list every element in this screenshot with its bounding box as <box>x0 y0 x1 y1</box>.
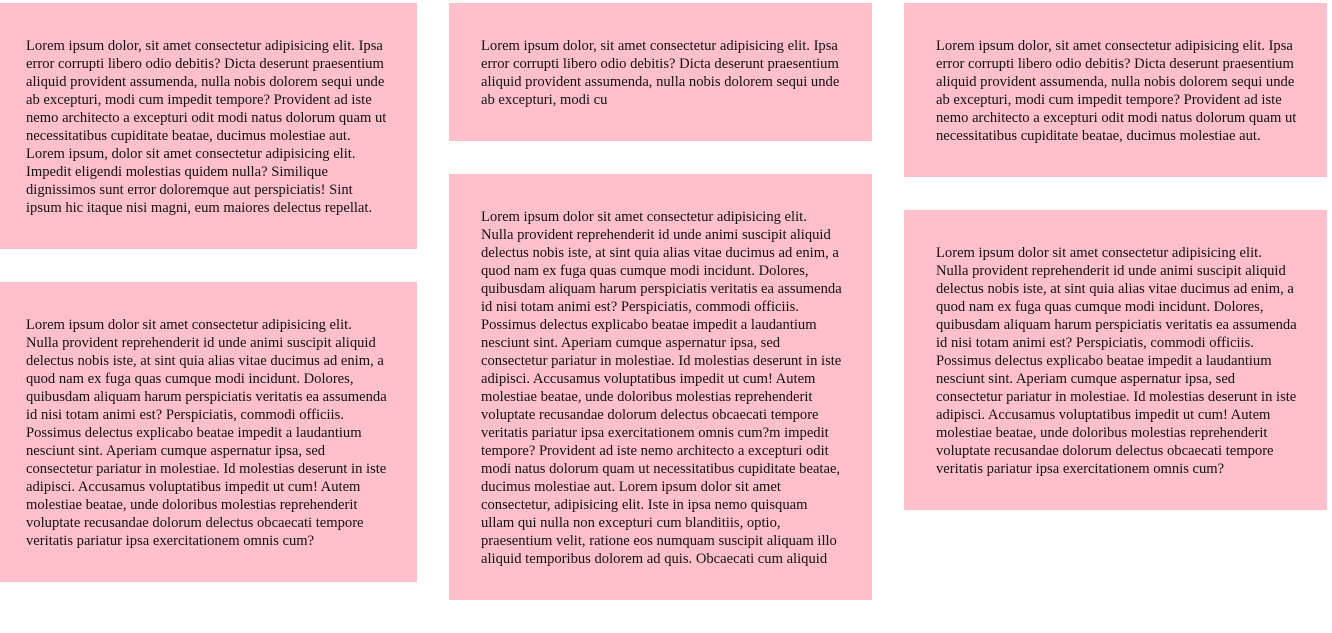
text-card <box>904 3 1327 177</box>
masonry-column-3 <box>904 3 1327 543</box>
card-text: Lorem ipsum dolor, sit amet consectetur adipisicing elit. Ipsa error corrupti libero odio debitis? Dicta deserunt praesentium aliquid provident assumenda, nulla nobis dolorem sequi unde ab excepturi, modi cum impedit tempore? Provident ad iste nemo architecto a excepturi odit modi natus dolorum quam ut necessitatibus cupiditate beatae, ducimus molestiae aut. Lorem ipsum, dolor sit amet consectetur adipisicing elit. Impedit eligendi molestias quidem nulla? Similique dignissimos sunt error doloremque aut perspiciatis! Sint ipsum hic itaque nisi magni, eum maiores delectus repellat. <box>26 38 387 216</box>
card-text: Lorem ipsum dolor, sit amet consectetur adipisicing elit. Ipsa error corrupti libero odio debitis? Dicta deserunt praesentium aliquid provident assumenda, nulla nobis dolorem sequi unde ab excepturi, modi cu <box>481 38 840 108</box>
text-card <box>449 174 872 600</box>
text-card <box>0 3 417 249</box>
card-text: Lorem ipsum dolor sit amet consectetur adipisicing elit. Nulla provident reprehenderit id unde animi suscipit aliquid delectus nobis iste, at sint quia alias vitae ducimus ad enim, a quod nam ex fuga quas cumque modi incidunt. Dolores, quibusdam aliquam harum perspiciatis veritatis ea assumenda id nisi totam animi est? Perspiciatis, commodi officiis. Possimus delectus explicabo beatae impedit a laudantium nesciunt sint. Aperiam cumque aspernatur ipsa, sed consectetur pariatur in molestiae. Id molestias deserunt in iste adipisci. Accusamus voluptatibus impedit ut cum! Autem molestiae beatae, unde doloribus molestias reprehenderit voluptate recusandae dolorum delectus obcaecati tempore veritatis pariatur ipsa exercitationem omnis cum?m impedit tempore? Provident ad iste nemo architecto a excepturi odit modi natus dolorum quam ut necessitatibus cupiditate beatae, ducimus molestiae aut. Lorem ipsum dolor sit amet consectetur, adipisicing elit. Iste in ipsa nemo quisquam ullam qui nulla non excepturi cum blanditiis, optio, praesentium velit, ratione eos numquam suscipit aliquam illo aliquid temporibus dolorem ad quis. Obcaecati cum aliquid <box>481 209 842 567</box>
text-card <box>904 210 1327 510</box>
card-text: Lorem ipsum dolor sit amet consectetur adipisicing elit. Nulla provident reprehenderit id unde animi suscipit aliquid delectus nobis iste, at sint quia alias vitae ducimus ad enim, a quod nam ex fuga quas cumque modi incidunt. Dolores, quibusdam aliquam harum perspiciatis veritatis ea assumenda id nisi totam animi est? Perspiciatis, commodi officiis. Possimus delectus explicabo beatae impedit a laudantium nesciunt sint. Aperiam cumque aspernatur ipsa, sed consectetur pariatur in molestiae. Id molestias deserunt in iste adipisci. Accusamus voluptatibus impedit ut cum! Autem molestiae beatae, unde doloribus molestias reprehenderit voluptate recusandae dolorum delectus obcaecati tempore veritatis pariatur ipsa exercitationem omnis cum? <box>26 317 387 549</box>
masonry-column-2 <box>449 3 872 633</box>
card-text: Lorem ipsum dolor sit amet consectetur adipisicing elit. Nulla provident reprehenderit id unde animi suscipit aliquid delectus nobis iste, at sint quia alias vitae ducimus ad enim, a quod nam ex fuga quas cumque modi incidunt. Dolores, quibusdam aliquam harum perspiciatis veritatis ea assumenda id nisi totam animi est? Perspiciatis, commodi officiis. Possimus delectus explicabo beatae impedit a laudantium nesciunt sint. Aperiam cumque aspernatur ipsa, sed consectetur pariatur in molestiae. Id molestias deserunt in iste adipisci. Accusamus voluptatibus impedit ut cum! Autem molestiae beatae, unde doloribus molestias reprehenderit voluptate recusandae dolorum delectus obcaecati tempore veritatis pariatur ipsa exercitationem omnis cum? <box>936 245 1297 477</box>
card-text: Lorem ipsum dolor, sit amet consectetur adipisicing elit. Ipsa error corrupti libero odio debitis? Dicta deserunt praesentium aliquid provident assumenda, nulla nobis dolorem sequi unde ab excepturi, modi cum impedit tempore? Provident ad iste nemo architecto a excepturi odit modi natus dolorum quam ut necessitatibus cupiditate beatae, ducimus molestiae aut. <box>936 38 1297 144</box>
text-card <box>0 282 417 582</box>
text-card <box>449 3 872 141</box>
masonry-column-1 <box>0 3 417 615</box>
